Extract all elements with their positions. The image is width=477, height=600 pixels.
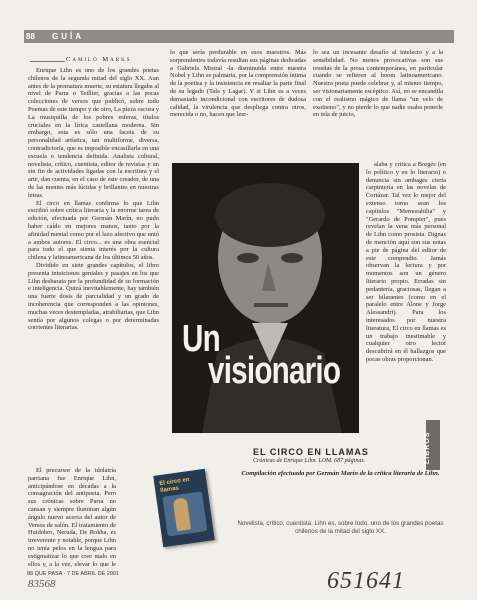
review-book-details: Crónicas de Enrique Lihn. LOM. 687 páginas. <box>253 458 366 464</box>
paragraph: El circo en llamas confirma lo que Lihn escribió sobre crítica literaria y la enorme tarea de edición, efectuada por Germán Marín, no pudo haber caído en mejores manos, tanto por la afinidad mental como por el lazo afectivo que unió a ambos autores. El circo... es una obra esencial para todo el que sienta interés por la cultura chilena y latinoamericana de los últimos 50 años. <box>28 199 159 262</box>
handwritten-note-right: 651641 <box>327 568 405 594</box>
paragraph: alaba y critica a Borges (en lo político y en lo literario) o denuncia sin ambages cierta carpintería en las novelas de Cortázar. Tal vez lo mejor del extenso tomo sean los capítulos "Memorabilia" y "Gerardo de Pompier", pues revelan la vena más personal de Lihn como prosista. Dignas de mención aquí son sus notas a pie de página del editor de este compendio. Jamás observan la lectura y por momentos son un género literario propio. Erradas sin pedantería, graciosas, llegan a ser hilarantes (como en el paralelo entre Alone y Jorge Alessandri). Para los interesados por nuestra literatura, El circo en llamas es un trabajo inestimable y cualquier otro lector descubrirá en él hallazgos que pocas obras proporcionan. <box>366 161 446 363</box>
header-page-number: 88 <box>26 32 35 41</box>
side-tab-label: LIBROS <box>424 431 431 464</box>
author-byline: Camilo Marks <box>66 56 132 63</box>
page-footer: 88 QUE PASA · 7 DE ABRIL DE 2001 <box>27 571 120 577</box>
review-credit: Compilación efectuada por Germán Marín de la crítica literaria de Lihn. <box>241 470 440 477</box>
review-note: Novelista, crítico, cuentista. Lihn es, sobre todo, uno de los grandes poetas chilenos de la mitad del siglo XX. <box>237 520 444 535</box>
section-title: GUÍA <box>52 32 84 41</box>
paragraph: Enrique Lihn es uno de los grandes poetas chilenos de la segunda mitad del siglo XX. Aun antes de la prematura muerte, su estatura llegaba al nivel de Parra o Teillier, gracias a las pocas colecciones de versos que publicó, sobre todo Poemas de este tiempo y de otro, La pieza oscura y La musiquilla de los pobres esferas, títulos cruciales en la lírica castellana moderna. Sin embargo, esta es sólo una faceta de su personalidad artística, tan multiforme, diversa, contradictoria, que es imposible encasillarla en una escuela o tendencia definida. Analista cultural, novelista, crítico, cuentista, editor de revistas y un sin fin de actividades ligadas con la escritura y el arte, dan cuenta, en el caso de este creador, de una de las mentes más lúcidas y brillantes en nuestras letras. <box>28 67 159 199</box>
headline-visionario: visionario <box>208 350 341 392</box>
paragraph: lo que sería perdurable en esos maestros. Más sorprendentes todavía resultan sus páginas dedicadas a Gabriela Mistral -la disminuida entre nuestra Nobel y Lihn es palmaria, por la comprensión íntima de la poetisa y la insistencia en resaltar la parte final de su legado (Tala y Lagar). Y si Lihn es a veces demasiado incondicional con escritores de dudosa calidad, la virulencia que despliega contra otros, merecida o no, hacen que leer- <box>170 49 306 119</box>
paragraph: El precursor de la idolatría parriana fue Enrique Lihn, anticipándose en décadas a la consagración del antipoeta. Pero sus crónicas sobre Parra no cansan y siempre iluminan algún ángulo nuevo acerca del autor de Versos de salón. El tratamiento de Huidobro, Neruda, De Rokha, es irreverente y notable, porque Lihn no tenía pelos en la lengua para estigmatizar lo que cree malo en ellos y, a la vez, elevar lo que le <box>28 467 116 567</box>
section-header-bar <box>24 30 454 43</box>
handwritten-note-left: 83568 <box>28 578 56 590</box>
review-book-title: EL CIRCO EN LLAMAS <box>253 447 369 457</box>
article-column-1-continued <box>28 467 116 567</box>
article-column-4 <box>366 161 446 431</box>
article-column-2 <box>170 49 306 161</box>
byline-rule <box>30 61 65 62</box>
book-cover-image <box>153 469 215 548</box>
paragraph: Dividido en siete grandes capítulos, el libro presenta intuiciones geniales y pasajes en los que Lihn desbarata por la profundidad de su formación e inteligencia. Quizá inevitablemente, hay también una fuerte dosis de parcialidad y un grado de incoherencia que corresponden a las opiniones, muchas veces destempladas, atrabiliarias, que Lihn sentía por algunos colegas o por determinadas corrientes literarias. <box>28 261 159 332</box>
paragraph: lo sea un incesante desafío al intelecto y a la sensibilidad. No menos provocativas son sus reseñas de la prosa contemporánea, en particular cuando se refieren al boom latinoamericano. Nuestra poeta puede celebrar y, al mismo tiempo, ser visionariamente escéptico. Así, no se encandila con el realismo mágico de llama "un velo de exotismo", y no pierde lo que nadie osaba ponerle en tela de juicio, <box>313 49 443 119</box>
article-column-1 <box>28 67 159 465</box>
headline-un: Un <box>182 318 220 360</box>
book-cover-title: El circo en llamas <box>159 476 190 495</box>
